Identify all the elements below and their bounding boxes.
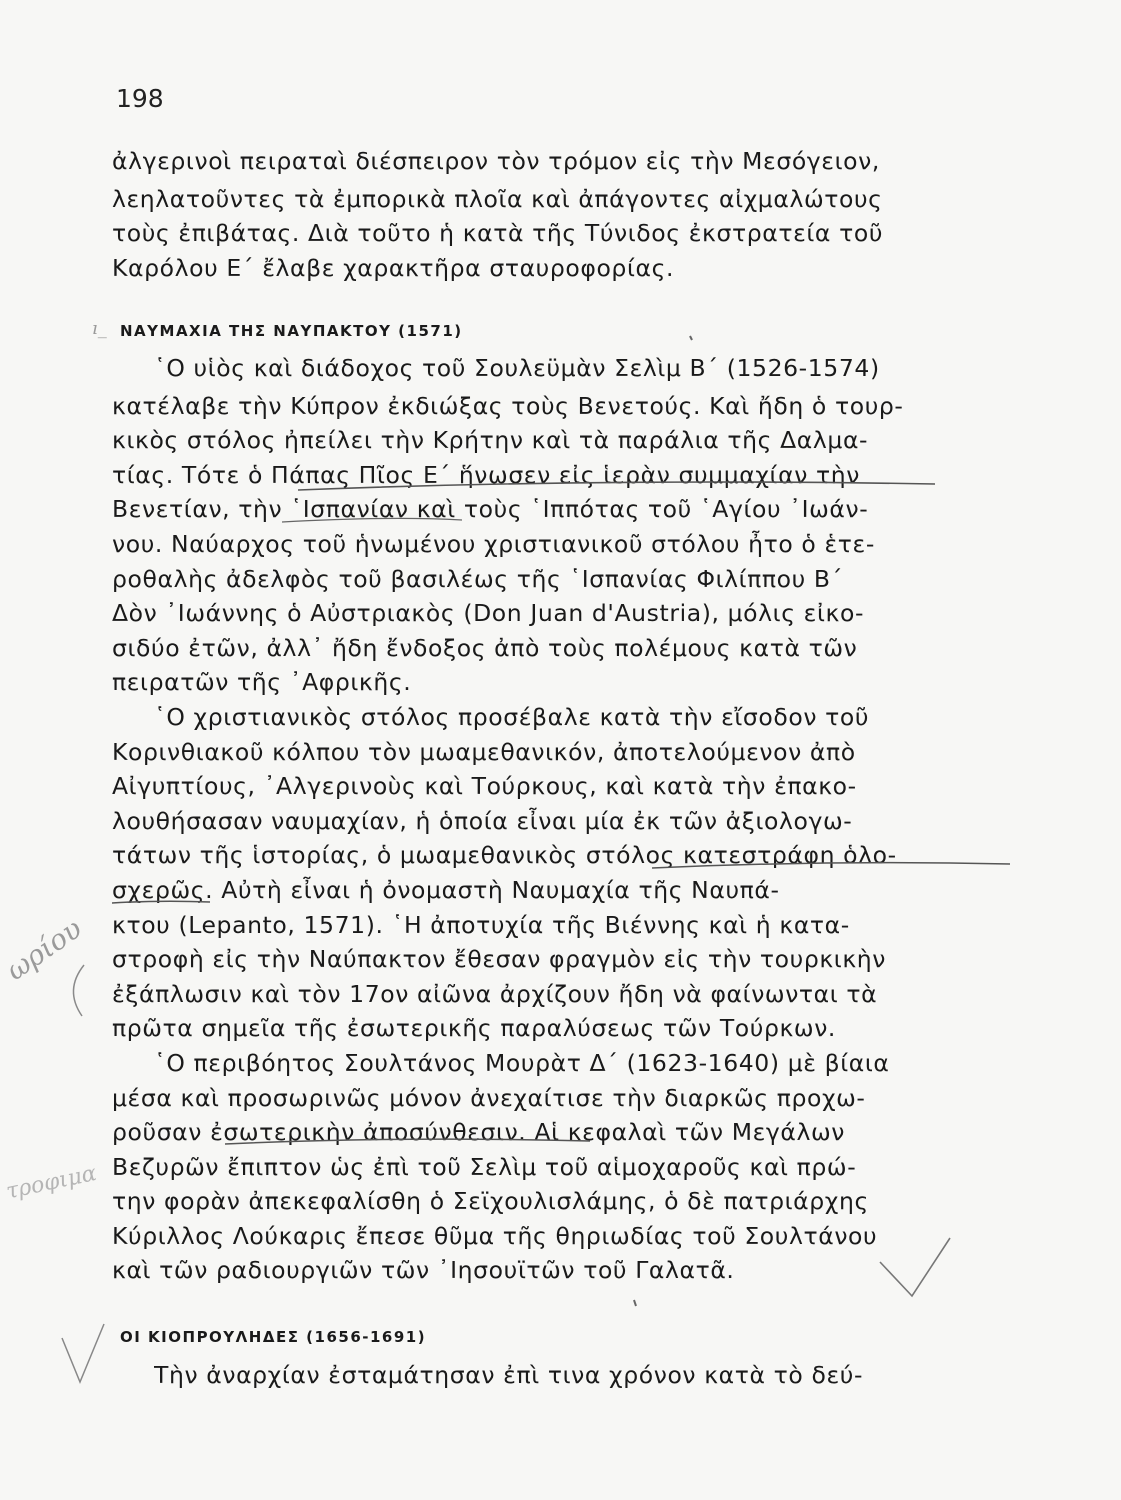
text-line: Τὴν ἀναρχίαν ἐσταμάτησαν ἐπὶ τινα χρόνον κατὰ τὸ δεύ- (154, 1361, 864, 1389)
text-line: Κορινθιακοῦ κόλπου τὸν μωαμεθανικόν, ἀποτελούμενον ἀπὸ (112, 738, 856, 766)
text-line: λουθήσασαν ναυμαχίαν, ἡ ὁποία εἶναι μία ἐκ τῶν ἀξιολογω- (112, 807, 853, 835)
text-line: κατέλαβε τὴν Κύπρον ἐκδιώξας τοὺς Βενετούς. Καὶ ἤδη ὁ τουρ- (112, 392, 904, 420)
dot-mark (690, 336, 692, 340)
page-number: 198 (116, 84, 164, 113)
text-line: ἐξάπλωσιν καὶ τὸν 17ον αἰῶνα ἀρχίζουν ἤδη νὰ φαίνωνται τὰ (112, 980, 878, 1008)
text-line: μέσα καὶ προσωρινῶς μόνον ἀνεχαίτισε τὴν διαρκῶς προχω- (112, 1084, 866, 1112)
text-line: τίας. Τότε ὁ Πάπας Πῖος Ε´ ἥνωσεν εἰς ἱερὰν συμμαχίαν τὴν (112, 461, 860, 489)
heading-margin-mark: ı_ (92, 318, 107, 339)
text-line: ῾Ο περιβόητος Σουλτάνος Μουρὰτ Δ´ (1623-1640) μὲ βίαια (154, 1049, 890, 1077)
text-line: Δὸν ᾿Ιωάννης ὁ Αὐστριακὸς (Don Juan d'Austria), μόλις εἰκο- (112, 599, 865, 627)
text-line: Αἰγυπτίους, ᾿Αλγερινοὺς καὶ Τούρκους, καὶ κατὰ τὴν ἐπακο- (112, 772, 857, 800)
text-line: νου. Ναύαρχος τοῦ ἡνωμένου χριστιανικοῦ στόλου ἦτο ὁ ἑτε- (112, 530, 875, 558)
text-line: Βεζυρῶν ἔπιπτον ὡς ἐπὶ τοῦ Σελὶμ τοῦ αἱμοχαροῦς καὶ πρώ- (112, 1153, 857, 1181)
handwritten-margin-note: τροφιμα (4, 1160, 99, 1205)
text-line: τοὺς ἐπιβάτας. Διὰ τοῦτο ἡ κατὰ τῆς Τύνιδος ἐκστρατεία τοῦ (112, 219, 884, 247)
check-icon (62, 1324, 104, 1382)
bracket-mark (73, 965, 84, 1016)
text-line: κτου (Lepanto, 1571). ῾Η ἀποτυχία τῆς Βιέννης καὶ ἡ κατα- (112, 911, 850, 939)
text-line: σχερῶς. Αὐτὴ εἶναι ἡ ὀνομαστὴ Ναυμαχία τῆς Ναυπά- (112, 876, 780, 904)
text-line: ῾Ο υἱὸς καὶ διάδοχος τοῦ Σουλεϋμὰν Σελὶμ Β´ (1526-1574) (154, 354, 880, 382)
section-heading-kopruluzade: ΟΙ ΚΙΟΠΡΟΥΛΗΔΕΣ (1656-1691) (120, 1328, 427, 1346)
text-line: την φορὰν ἀπεκεφαλίσθη ὁ Σεϊχουλισλάμης, ὁ δὲ πατριάρχης (112, 1187, 869, 1215)
text-line: Βενετίαν, τὴν ῾Ισπανίαν καὶ τοὺς ῾Ιππότας τοῦ ῾Αγίου ᾿Ιωάν- (112, 495, 869, 523)
text-line: καὶ τῶν ραδιουργιῶν τῶν ᾿Ιησουϊτῶν τοῦ Γαλατᾶ. (112, 1256, 735, 1284)
text-line: ἀλγερινοὶ πειραταὶ διέσπειρον τὸν τρόμον εἰς τὴν Μεσόγειον, (112, 147, 880, 175)
text-line: τάτων τῆς ἱστορίας, ὁ μωαμεθανικὸς στόλος κατεστράφη ὁλο- (112, 841, 897, 869)
text-line: Καρόλου Ε´ ἔλαβε χαρακτῆρα σταυροφορίας. (112, 254, 675, 282)
text-line: στροφὴ εἰς τὴν Ναύπακτον ἔθεσαν φραγμὸν εἰς τὴν τουρκικὴν (112, 945, 887, 973)
dot-mark (634, 1300, 636, 1306)
text-line: Κύριλλος Λούκαρις ἔπεσε θῦμα τῆς θηριωδίας τοῦ Σουλτάνου (112, 1222, 878, 1250)
text-line: λεηλατοῦντες τὰ ἐμπορικὰ πλοῖα καὶ ἀπάγοντες αἰχμαλώτους (112, 185, 883, 213)
text-line: πειρατῶν τῆς ᾿Αφρικῆς. (112, 668, 412, 696)
text-line: ῾Ο χριστιανικὸς στόλος προσέβαλε κατὰ τὴν εἴσοδον τοῦ (154, 703, 870, 731)
text-line: σιδύο ἐτῶν, ἀλλ᾿ ἤδη ἔνδοξος ἀπὸ τοὺς πολέμους κατὰ τῶν (112, 634, 858, 662)
text-line: ροθαλὴς ἀδελφὸς τοῦ βασιλέως τῆς ῾Ισπανίας Φιλίππου Β´ (112, 565, 843, 593)
text-line: πρῶτα σημεῖα τῆς ἐσωτερικῆς παραλύσεως τῶν Τούρκων. (112, 1014, 836, 1042)
section-heading-lepanto: ΝΑΥΜΑΧΙΑ ΤΗΣ ΝΑΥΠΑΚΤΟΥ (1571) (120, 322, 463, 340)
handwritten-margin-note: ωρίου (0, 911, 88, 988)
text-line: κικὸς στόλος ἠπείλει τὴν Κρήτην καὶ τὰ παράλια τῆς Δαλμα- (112, 426, 869, 454)
text-line: ροῦσαν ἐσωτερικὴν ἀποσύνθεσιν. Αἱ κεφαλαὶ τῶν Μεγάλων (112, 1118, 846, 1146)
